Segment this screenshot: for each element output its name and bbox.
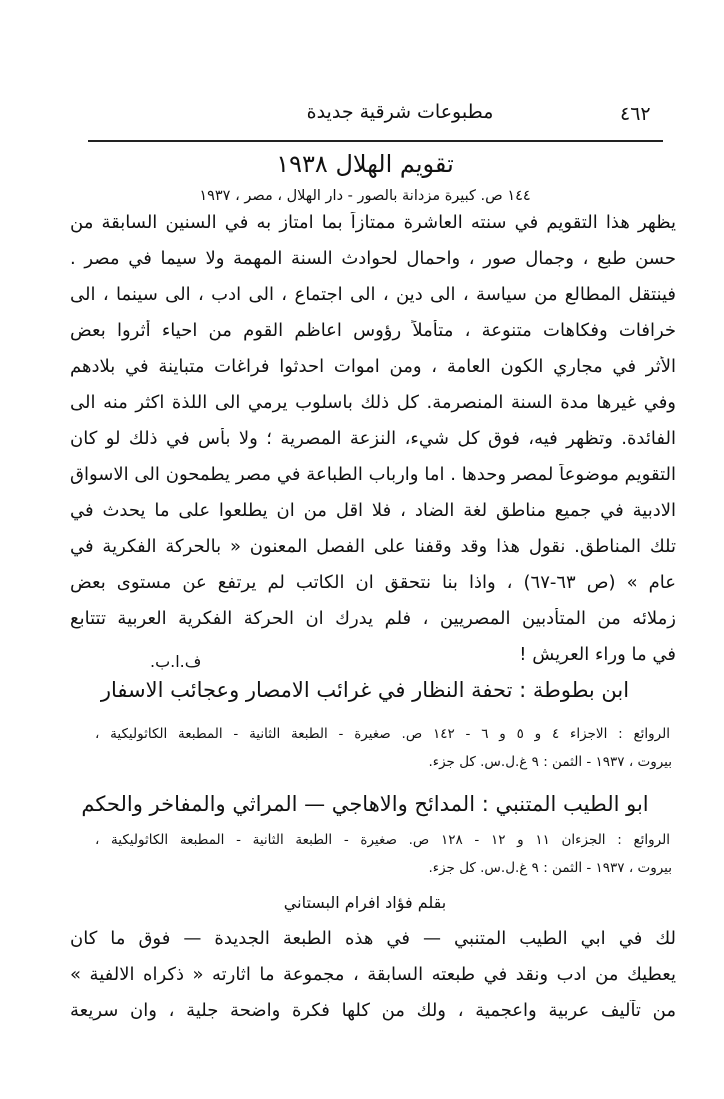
text-line: يعطيك من ادب ونقد في طبعته السابقة ، مجموعة ما اثارته « ذكراه الالفية » [70,964,676,985]
text-line: في ما وراء العريش ! [519,644,676,665]
text-line: زملائه من المتأدبين المصريين ، فلم يدرك ان الحركة الفكرية العربية تتتابع [70,608,676,629]
page-number: ٤٦٢ [620,103,651,125]
review-title: تقويم الهلال ١٩٣٨ [276,150,454,178]
text-line: حسن طبع ، وجمال صور ، واحمال لحوادث السنة المهمة ولا سيما في مصر . [70,248,676,269]
text-line: خرافات وفكاهات متنوعة ، متأملاً رؤوس اعاظم القوم من احياء أثروا بعض [70,320,676,341]
review-details: ١٤٤ ص. كبيرة مزدانة بالصور - دار الهلال ، مصر ، ١٩٣٧ [199,188,531,204]
review-details: الروائع : الاجزاء ٤ و ٥ و ٦ - ١٤٢ ص. صغيرة - الطبعة الثانية - المطبعة الكاثوليكية ، [95,726,670,742]
text-line: فينتقل المطالع من سياسة ، الى دين ، الى اجتماع ، الى ادب ، الى سينما ، الى [70,284,676,305]
text-line: تلك المناطق. نقول هذا وقد وقفنا على الفصل المعنون « بالحركة الفكرية في [70,536,676,557]
review-title: ابو الطيب المتنبي : المدائح والاهاجي — المراثي والمفاخر والحكم [81,792,649,816]
text-line: من تآليف عربية واعجمية ، ولك من كلها فكرة واضحة جلية ، وان سريعة [70,1000,676,1021]
header-rule [88,140,663,142]
review-author: بقلم فؤاد افرام البستاني [283,893,447,912]
text-line: الأثر في مجاري الكون العامة ، ومن اموات احدثوا فراغات متباينة في بلادهم [70,356,676,377]
running-title: مطبوعات شرقية جديدة [306,101,494,123]
review-details: بيروت ، ١٩٣٧ - الثمن : ٩ غ.ل.س. كل جزء. [428,860,672,876]
text-line: وفي غيرها مدة السنة المنصرمة. كل ذلك باسلوب يرمي الى اللذة اكثر منه الى [70,392,676,413]
text-line: التقويم موضوعاً لمصر وحدها . اما وارباب الطباعة في مصر يطمحون الى الاسواق [70,464,676,485]
text-line: يظهر هذا التقويم في سنته العاشرة ممتازاً بما امتاز به في السنين السابقة من [70,212,676,233]
review-details: الروائع : الجزءان ١١ و ١٢ - ١٢٨ ص. صغيرة - الطبعة الثانية - المطبعة الكاثوليكية ، [95,832,670,848]
review-details: بيروت ، ١٩٣٧ - الثمن : ٩ غ.ل.س. كل جزء. [428,754,672,770]
text-line: الادبية في جميع مناطق لغة الضاد ، فلا اقل من ان يطلعوا على ما يحدث في [70,500,676,521]
text-line: لك في ابي الطيب المتنبي — في هذه الطبعة الجديدة — فوق ما كان [70,928,676,949]
review-title: ابن بطوطة : تحفة النظار في غرائب الامصار وعجائب الاسفار [100,678,630,702]
text-line: الفائدة. وتظهر فيه، فوق كل شيء، النزعة المصرية ؛ ولا بأس في ذلك لو كان [70,428,676,449]
reviewer-signature: ف.ا.ب. [150,652,202,671]
text-line: عام » (ص ٦٣-٦٧) ، واذا بنا نتحقق ان الكاتب لم يرتفع عن مستوى بعض [70,572,676,593]
